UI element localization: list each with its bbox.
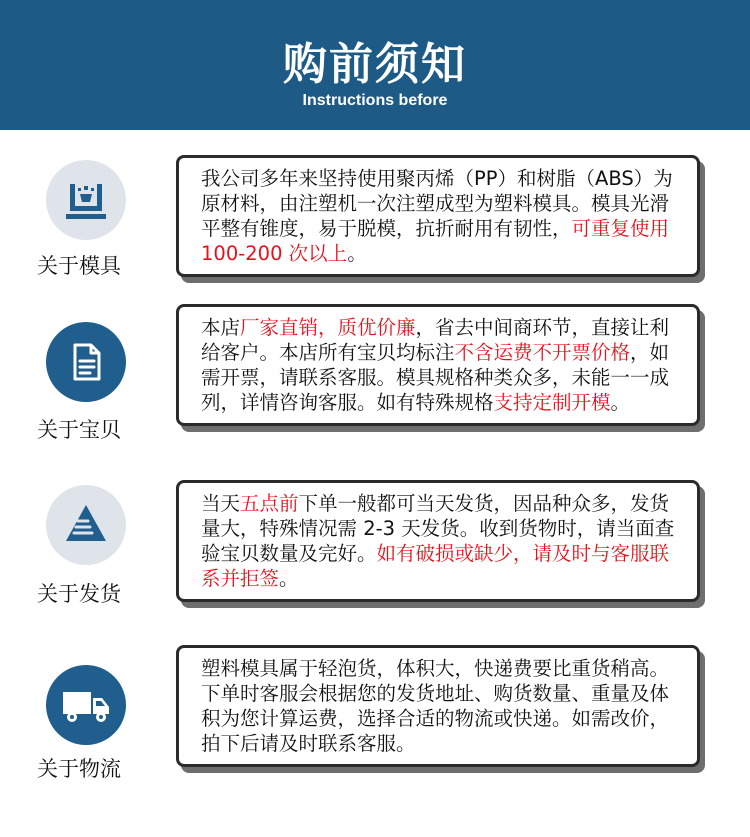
highlight-text: 五点前	[240, 492, 299, 515]
section-product	[0, 300, 750, 442]
info-card	[176, 155, 700, 277]
section-label: 关于物流	[37, 757, 121, 781]
text-segment: 当天	[201, 492, 241, 515]
text-segment: 。	[610, 391, 631, 414]
highlight-text: 厂家直销，质优价廉	[240, 316, 416, 339]
highlight-text: 不含运费不开票价格	[454, 341, 631, 364]
page-title: 购前须知	[283, 39, 467, 90]
page-subtitle: Instructions before	[302, 92, 448, 109]
truck-icon	[46, 665, 126, 745]
highlight-text: 支持定制开模	[493, 391, 611, 414]
section-label: 关于发货	[37, 582, 121, 606]
text-segment: 我公司多年来坚持使用聚丙烯（PP）和树脂（ABS）为原材料，由注塑机一次注塑成型为塑料模具。模具光滑平整有锥度，易于脱模，抗折耐用有韧性，	[201, 167, 673, 240]
document-icon	[46, 322, 126, 402]
info-card	[176, 304, 700, 426]
info-card	[176, 480, 700, 602]
section-label: 关于模具	[37, 254, 121, 278]
page-header	[0, 0, 750, 130]
section-label: 关于宝贝	[37, 418, 121, 442]
warning-triangle-icon	[46, 485, 126, 565]
text-segment: ，如需开票，请联系客服。模具规格种类众多，未能一一成列，详情咨询客服。如有特殊规格	[201, 341, 670, 414]
section-logistics	[0, 640, 750, 781]
info-card	[176, 645, 700, 767]
text-segment: 。	[347, 242, 367, 265]
text-segment: 塑料模具属于轻泡货，体积大，快递费要比重货稍高。下单时客服会根据您的发货地址、购货数量、重量及体积为您计算运费，选择合适的物流或快递。如需改价，拍下后请及时联系客服。	[201, 657, 670, 755]
highlight-text: 如有破损或缺少，请及时与客服联系并拒签	[201, 542, 670, 590]
highlight-text: 可重复使用 100-200 次以上	[201, 217, 670, 265]
text-segment: 本店	[201, 316, 241, 339]
section-mold	[0, 150, 750, 280]
text-segment: 下单一般都可当天发货，因品种众多，发货量大，特殊情况需 2-3 天发货。收到货物时，请当面查验宝贝数量及完好。	[201, 492, 675, 565]
section-shipping	[0, 475, 750, 605]
text-segment: 。	[279, 567, 299, 590]
text-segment: ，省去中间商环节，直接让利给客户。本店所有宝贝均标注	[201, 316, 670, 364]
mold-icon	[46, 160, 126, 240]
